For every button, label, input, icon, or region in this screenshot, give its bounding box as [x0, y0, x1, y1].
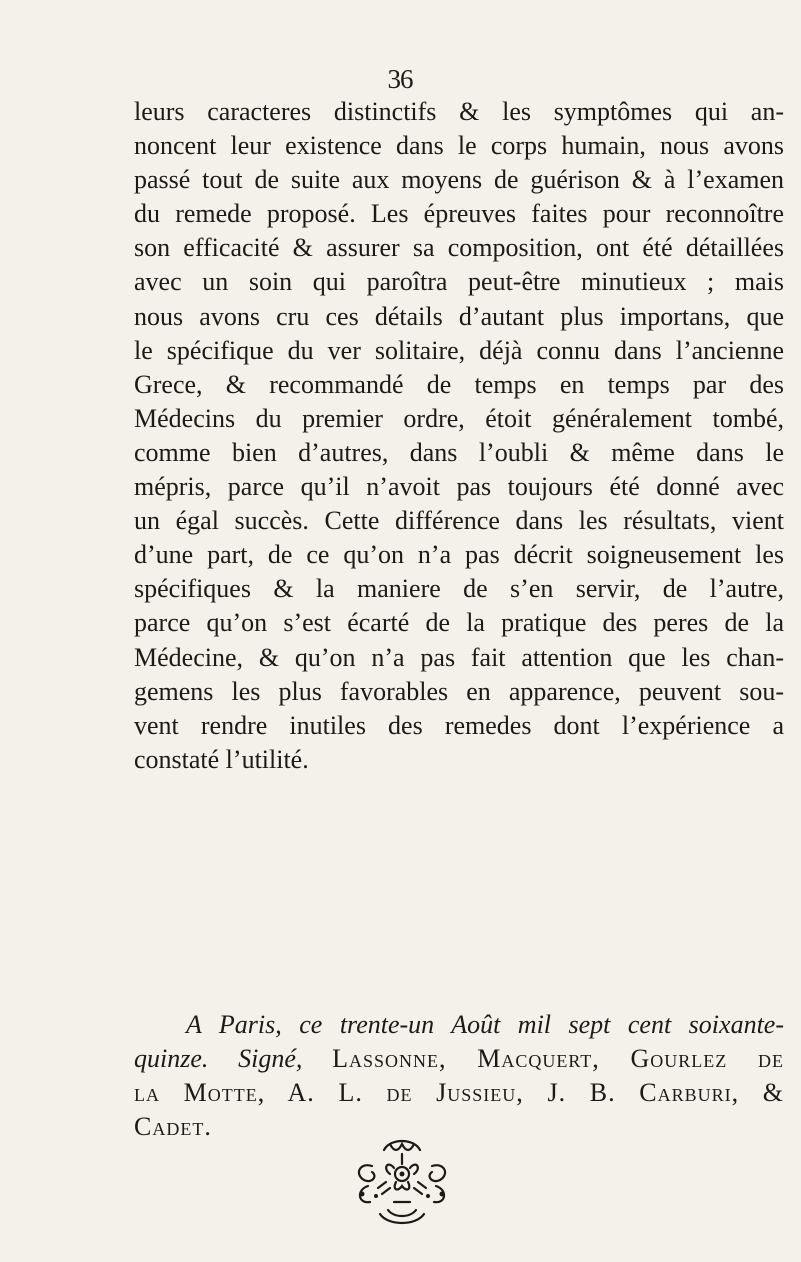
text-line: Médecins du premier ordre, étoit généralement tombé, [134, 403, 784, 433]
text-line: spécifiques & la maniere de s’en servir, de l’autre, [134, 574, 784, 604]
signatories-line [134, 1042, 784, 1076]
text-line: noncent leur existence dans le corps humain, nous avons [134, 131, 784, 161]
page-number: 36 [387, 64, 413, 94]
signature-block [134, 1008, 784, 1144]
text-line: avec un soin qui paroîtra peut-être minutieux ; mais [134, 267, 784, 297]
signatories-line: Cadet. [134, 1112, 212, 1142]
text-line: constaté l’utilité. [134, 744, 309, 774]
text-line: Grece, & recommandé de temps en temps par des [134, 369, 784, 399]
signatory-names: Lassonne, Macquert, Gourlez de [332, 1044, 784, 1074]
place-date-line: A Paris, ce trente-un Août mil sept cent soixante- [186, 1010, 784, 1039]
text-line: comme bien d’autres, dans l’oubli & même dans le [134, 437, 784, 467]
text-line: le spécifique du ver solitaire, déjà connu dans l’ancienne [134, 335, 784, 365]
text-line: gemens les plus favorables en apparence, peuvent sou- [134, 676, 784, 706]
place-date-end: quinze. [134, 1044, 209, 1074]
text-line: d’une part, de ce qu’on n’a pas décrit soigneusement les [134, 540, 784, 570]
text-line: passé tout de suite aux moyens de guérison & à l’examen [134, 165, 784, 195]
text-line: Médecine, & qu’on n’a pas fait attention que les chan- [134, 642, 784, 672]
text-line: du remede proposé. Les épreuves faites pour reconnoître [134, 199, 784, 229]
text-line: leurs caracteres distinctifs & les symptômes qui an- [134, 97, 784, 126]
text-line: parce qu’on s’est écarté de la pratique des peres de la [134, 608, 784, 638]
floral-vignette-icon [332, 1130, 472, 1240]
signed-label: Signé, [238, 1044, 303, 1074]
text-line: nous avons cru ces détails d’autant plus importans, que [134, 301, 784, 331]
text-line: vent rendre inutiles des remedes dont l’expérience a [134, 710, 784, 740]
text-line: son efficacité & assurer sa composition, ont été détaillées [134, 233, 784, 263]
text-line: un égal succès. Cette différence dans les résultats, vient [134, 506, 784, 536]
signatories-line: la Motte, A. L. de Jussieu, J. B. Carburi, & [134, 1078, 784, 1108]
body-paragraph [134, 95, 784, 777]
text-line: mépris, parce qu’il n’avoit pas toujours été donné avec [134, 472, 784, 502]
